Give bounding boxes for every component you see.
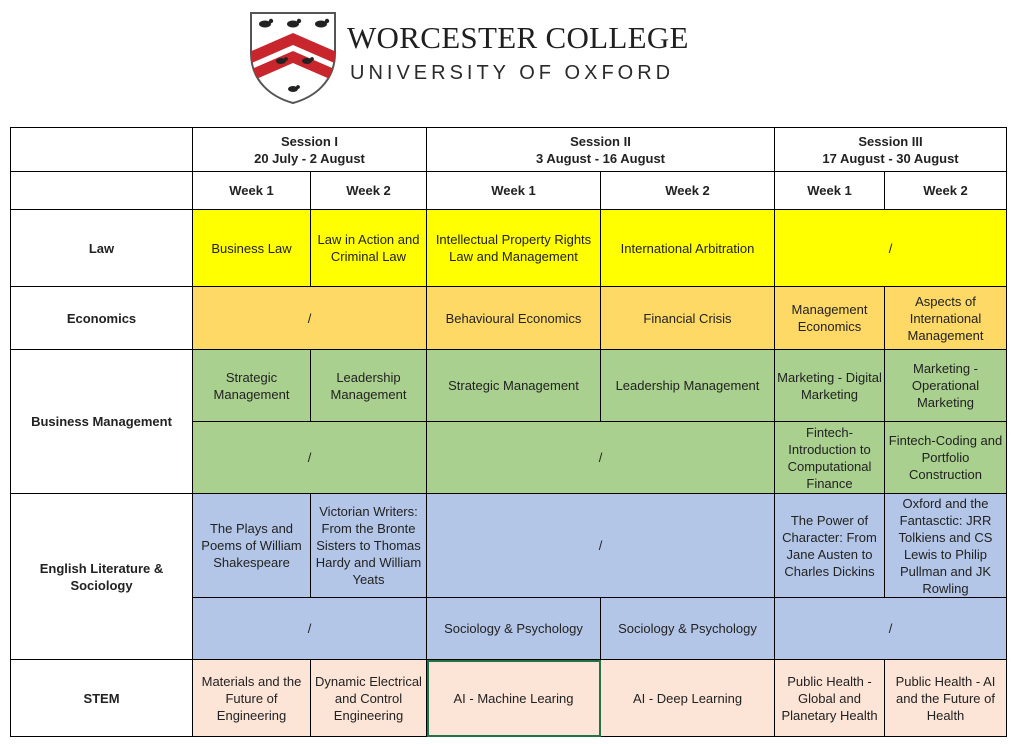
course-cell-empty[interactable]: / xyxy=(193,422,427,494)
course-cell[interactable]: Victorian Writers: From the Bronte Sisters to Thomas Hardy and William Yeats xyxy=(311,494,427,598)
college-logo xyxy=(242,4,688,108)
course-cell[interactable]: Oxford and the Fantasctic: JRR Tolkiens and CS Lewis to Philip Pullman and JK Rowling xyxy=(885,494,1007,598)
course-cell[interactable]: Dynamic Electrical and Control Engineering xyxy=(311,660,427,737)
course-cell[interactable]: The Power of Character: From Jane Austen to Charles Dickins xyxy=(775,494,885,598)
subject-english[interactable]: English Literature & Sociology xyxy=(11,494,193,660)
course-schedule-table xyxy=(10,127,1007,737)
course-cell[interactable]: Strategic Management xyxy=(193,350,311,422)
session-3-dates: 17 August - 30 August xyxy=(822,150,959,166)
week-header-s2w2[interactable]: Week 2 xyxy=(601,172,775,210)
course-cell[interactable]: Aspects of International Management xyxy=(885,287,1007,350)
course-cell[interactable]: Marketing - Digital Marketing xyxy=(775,350,885,422)
course-cell-empty[interactable]: / xyxy=(427,494,775,598)
subject-law[interactable]: Law xyxy=(11,210,193,287)
corner-cell[interactable] xyxy=(11,128,193,172)
course-cell[interactable]: Leadership Management xyxy=(311,350,427,422)
course-cell-empty[interactable]: / xyxy=(775,210,1007,287)
course-cell[interactable]: Sociology & Psychology xyxy=(601,598,775,660)
session-1-dates: 20 July - 2 August xyxy=(254,150,365,166)
session-1-header[interactable] xyxy=(193,128,427,172)
blank-cell[interactable] xyxy=(11,172,193,210)
session-3-name: Session III xyxy=(858,133,923,149)
law-row xyxy=(11,210,1007,287)
worcester-college-crest-icon xyxy=(247,9,339,105)
college-name: WORCESTER COLLEGE xyxy=(347,20,689,55)
business-row-1 xyxy=(11,350,1007,422)
course-cell[interactable]: Law in Action and Criminal Law xyxy=(311,210,427,287)
course-cell[interactable]: Materials and the Future of Engineering xyxy=(193,660,311,737)
week-header-row xyxy=(11,172,1007,210)
session-1-name: Session I xyxy=(280,133,339,149)
course-cell[interactable]: Business Law xyxy=(193,210,311,287)
week-header-s1w2[interactable]: Week 2 xyxy=(311,172,427,210)
week-header-s1w1[interactable]: Week 1 xyxy=(193,172,311,210)
subject-stem[interactable]: STEM xyxy=(11,660,193,737)
course-cell-empty[interactable]: / xyxy=(193,287,427,350)
course-cell[interactable]: International Arbitration xyxy=(601,210,775,287)
course-cell[interactable]: The Plays and Poems of William Shakespeare xyxy=(193,494,311,598)
economics-row xyxy=(11,287,1007,350)
course-cell[interactable]: Sociology & Psychology xyxy=(427,598,601,660)
session-2-header[interactable] xyxy=(427,128,775,172)
course-cell[interactable]: Fintech-Coding and Portfolio Construction xyxy=(885,422,1007,494)
week-header-s3w1[interactable]: Week 1 xyxy=(775,172,885,210)
english-row-1 xyxy=(11,494,1007,598)
course-cell[interactable]: Management Economics xyxy=(775,287,885,350)
course-cell[interactable]: Public Health - AI and the Future of Health xyxy=(885,660,1007,737)
selected-course-cell[interactable]: AI - Machine Learing xyxy=(427,660,601,737)
week-header-s3w2[interactable]: Week 2 xyxy=(885,172,1007,210)
week-header-s2w1[interactable]: Week 1 xyxy=(427,172,601,210)
course-cell-empty[interactable]: / xyxy=(193,598,427,660)
subject-business[interactable]: Business Management xyxy=(11,350,193,494)
course-cell[interactable]: Marketing - Operational Marketing xyxy=(885,350,1007,422)
university-name: UNIVERSITY OF OXFORD xyxy=(350,62,675,84)
course-cell[interactable]: Leadership Management xyxy=(601,350,775,422)
course-cell[interactable]: Intellectual Property Rights Law and Management xyxy=(427,210,601,287)
course-cell[interactable]: Behavioural Economics xyxy=(427,287,601,350)
course-cell[interactable]: Strategic Management xyxy=(427,350,601,422)
course-cell[interactable]: Public Health - Global and Planetary Health xyxy=(775,660,885,737)
course-cell[interactable]: AI - Deep Learning xyxy=(601,660,775,737)
stem-row xyxy=(11,660,1007,737)
subject-economics[interactable]: Economics xyxy=(11,287,193,350)
session-2-name: Session II xyxy=(570,133,631,149)
course-cell-empty[interactable]: / xyxy=(775,598,1007,660)
course-cell[interactable]: Fintech- Introduction to Computational Finance xyxy=(775,422,885,494)
session-header-row xyxy=(11,128,1007,172)
course-cell-empty[interactable]: / xyxy=(427,422,775,494)
course-cell[interactable]: Financial Crisis xyxy=(601,287,775,350)
session-2-dates: 3 August - 16 August xyxy=(535,150,666,166)
session-3-header[interactable] xyxy=(775,128,1007,172)
